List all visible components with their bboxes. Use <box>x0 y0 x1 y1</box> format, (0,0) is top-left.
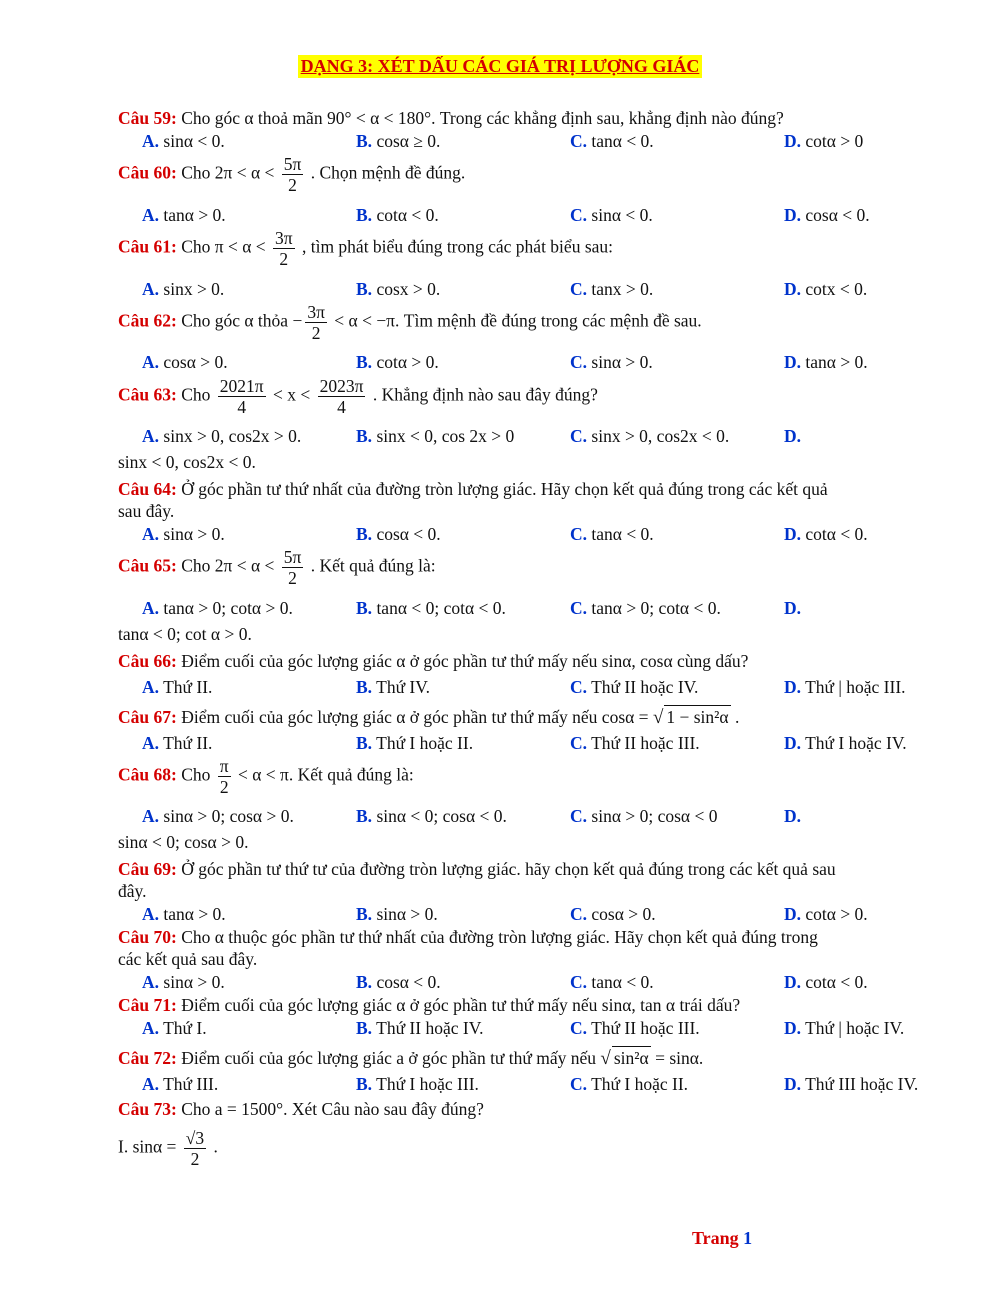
option-d: D. cotα > 0. <box>784 904 868 924</box>
fraction: $\frac{√3}{2}$ <box>185 1128 205 1169</box>
question-label: Câu 62: <box>118 310 177 331</box>
option-b: B. tanα < 0; cotα < 0. <box>356 598 506 618</box>
fraction: $\frac{3\pi}{2}$ <box>307 302 325 343</box>
option-d: D. Thứ | hoặc III. <box>784 677 906 697</box>
question-label: Câu 67: <box>118 707 177 727</box>
question-label: Câu 60: <box>118 162 177 183</box>
option-d: D. cosα < 0. <box>784 205 870 225</box>
option-a: A. sinα > 0. <box>142 524 225 544</box>
question-67: Câu 67: Điểm cuối của góc lượng giác α ở góc phần tư thứ mấy nếu cosα = √ 1 − sin²α . <box>118 707 740 728</box>
question-label: Câu 70: <box>118 927 177 947</box>
option-c: C. sinα > 0; cosα < 0 <box>570 806 718 826</box>
option-b: B. cosx > 0. <box>356 279 441 299</box>
footer-word: Trang <box>692 1228 739 1248</box>
option-b: B. sinα > 0. <box>356 904 438 924</box>
option-c: C. sinα > 0. <box>570 352 653 372</box>
page-footer <box>692 1228 752 1249</box>
option-a: A. tanα > 0. <box>142 904 226 924</box>
question-label: Câu 73: <box>118 1099 177 1119</box>
option-b: B. cosα ≥ 0. <box>356 131 441 151</box>
question-label: Câu 59: <box>118 108 177 128</box>
question-64: Câu 64: Ở góc phần tư thứ nhất của đường tròn lượng giác. Hãy chọn kết quả đúng trong các kết quả <box>118 479 828 499</box>
question-label: Câu 65: <box>118 555 177 576</box>
option-b: B. sinα < 0; cosα < 0. <box>356 806 507 826</box>
option-d: D. <box>784 598 802 618</box>
question-71: Câu 71: Điểm cuối của góc lượng giác α ở góc phần tư thứ mấy nếu sinα, tan α trái dấu? <box>118 995 741 1015</box>
page-number: 1 <box>743 1228 753 1248</box>
option-c: C. sinx > 0, cos2x < 0. <box>570 426 730 446</box>
option-c: C. Thứ II hoặc IV. <box>570 677 699 697</box>
fraction: $\frac{5\pi}{2}$ <box>283 154 302 195</box>
option-c: C. Thứ II hoặc III. <box>570 733 700 753</box>
option-c: C. tanα < 0. <box>570 524 654 544</box>
option-a: A. sinx > 0, cos2x > 0. <box>142 426 302 446</box>
question-label: Câu 61: <box>118 236 177 257</box>
question-text: Cho góc α thoả mãn 90° < α < 180°. Trong các khẳng định sau, khẳng định nào đúng? <box>181 108 784 128</box>
option-c: C. cosα > 0. <box>570 904 656 924</box>
question-72: Câu 72: Điểm cuối của góc lượng giác a ở góc phần tư thứ mấy nếu √ sin²α = sinα. <box>118 1048 704 1069</box>
option-d: D. tanα > 0. <box>784 352 868 372</box>
option-d-continuation: sinx < 0, cos2x < 0. <box>118 452 256 472</box>
option-d: D. Thứ | hoặc IV. <box>784 1018 905 1038</box>
option-c: C. sinα < 0. <box>570 205 653 225</box>
question-label: Câu 72: <box>118 1048 177 1068</box>
question-64-cont: sau đây. <box>118 501 175 521</box>
option-a: A. Thứ III. <box>142 1074 219 1094</box>
question-label: Câu 69: <box>118 859 177 879</box>
option-d: D. Thứ I hoặc IV. <box>784 733 907 753</box>
question-60: Câu 60: Cho 2π < α < $\frac{5\pi}{2}$ . Chọn mệnh đề đúng. <box>118 154 466 195</box>
option-b: B. Thứ I hoặc III. <box>356 1074 479 1094</box>
fraction: $\frac{\pi}{2}$ <box>219 756 229 797</box>
option-a: A. Thứ II. <box>142 677 213 697</box>
question-63: Câu 63: Cho $\frac{2021\pi}{4}$ < x < $\frac{2023\pi}{4}$ . Khẳng định nào sau đây đúng? <box>118 376 598 417</box>
option-b: B. cotα < 0. <box>356 205 439 225</box>
question-70-cont: các kết quả sau đây. <box>118 949 258 969</box>
radical-sign: √ <box>600 1048 611 1069</box>
fraction: $\frac{2021\pi}{4}$ <box>219 376 264 417</box>
question-65: Câu 65: Cho 2π < α < $\frac{5\pi}{2}$ . Kết quả đúng là: <box>118 547 436 588</box>
page-title-wrap <box>0 55 1000 78</box>
question-label: Câu 64: <box>118 479 177 499</box>
option-d: D. cotα > 0 <box>784 131 864 151</box>
option-a: A. Thứ I. <box>142 1018 207 1038</box>
fraction: $\frac{3\pi}{2}$ <box>275 228 293 269</box>
page-title: DẠNG 3: XÉT DẤU CÁC GIÁ TRỊ LƯỢNG GIÁC <box>298 55 703 78</box>
question-label: Câu 66: <box>118 651 177 671</box>
option-b: B. cosα < 0. <box>356 972 441 992</box>
option-c: C. tanα < 0. <box>570 972 654 992</box>
question-68: Câu 68: Cho $\frac{\pi}{2}$ < α < π. Kết quả đúng là: <box>118 756 414 797</box>
question-66: Câu 66: Điểm cuối của góc lượng giác α ở góc phần tư thứ mấy nếu sinα, cosα cùng dấu? <box>118 651 749 671</box>
fraction: $\frac{2023\pi}{4}$ <box>319 376 364 417</box>
question-59 <box>118 107 784 129</box>
option-b: B. Thứ IV. <box>356 677 431 697</box>
question-label: Câu 71: <box>118 995 177 1015</box>
option-a: A. Thứ II. <box>142 733 213 753</box>
option-d: D. <box>784 806 802 826</box>
question-73: Câu 73: Cho a = 1500°. Xét Câu nào sau đây đúng? <box>118 1099 484 1119</box>
option-a: A. sinα > 0. <box>142 972 225 992</box>
option-d: D. cotx < 0. <box>784 279 868 299</box>
option-a: A. cosα > 0. <box>142 352 228 372</box>
option-a: A. tanα > 0. <box>142 205 226 225</box>
option-c: C. tanα < 0. <box>570 131 654 151</box>
option-d-continuation: sinα < 0; cosα > 0. <box>118 832 249 852</box>
option-b: B. Thứ II hoặc IV. <box>356 1018 484 1038</box>
option-d: D. cotα < 0. <box>784 972 868 992</box>
question-62: Câu 62: Cho góc α thỏa − $\frac{3\pi}{2}$ < α < −π. Tìm mệnh đề đúng trong các mệnh đề sau. <box>118 302 702 343</box>
fraction: $\frac{5\pi}{2}$ <box>283 547 302 588</box>
option-c: C. Thứ II hoặc III. <box>570 1018 700 1038</box>
question-label: Câu 68: <box>118 764 177 785</box>
option-c: C. Thứ I hoặc II. <box>570 1074 689 1094</box>
option-b: B. sinx < 0, cos 2x > 0 <box>356 426 515 446</box>
question-73-item-1: I. sinα = $\frac{√3}{2}$ . <box>118 1128 218 1169</box>
option-d: D. cotα < 0. <box>784 524 868 544</box>
option-a: A. sinx > 0. <box>142 279 225 299</box>
option-b: B. cosα < 0. <box>356 524 441 544</box>
option-a: A. sinα < 0. <box>142 131 225 151</box>
option-c: C. tanx > 0. <box>570 279 654 299</box>
option-a: A. tanα > 0; cotα > 0. <box>142 598 293 618</box>
question-69-cont: đây. <box>118 881 147 901</box>
question-70: Câu 70: Cho α thuộc góc phần tư thứ nhất của đường tròn lượng giác. Hãy chọn kết quả đúng trong <box>118 927 818 947</box>
question-label: Câu 63: <box>118 384 177 405</box>
question-69: Câu 69: Ở góc phần tư thứ tư của đường tròn lượng giác. hãy chọn kết quả đúng trong các kết quả sau <box>118 859 836 879</box>
option-b: B. Thứ I hoặc II. <box>356 733 474 753</box>
option-d: D. <box>784 426 802 446</box>
question-61: Câu 61: Cho π < α < $\frac{3\pi}{2}$ , tìm phát biểu đúng trong các phát biểu sau: <box>118 228 614 269</box>
option-b: B. cotα > 0. <box>356 352 439 372</box>
option-c: C. tanα > 0; cotα < 0. <box>570 598 721 618</box>
radical-sign: √ <box>652 707 664 728</box>
option-d-continuation: tanα < 0; cot α > 0. <box>118 624 252 644</box>
option-a: A. sinα > 0; cosα > 0. <box>142 806 294 826</box>
option-d: D. Thứ III hoặc IV. <box>784 1074 919 1094</box>
